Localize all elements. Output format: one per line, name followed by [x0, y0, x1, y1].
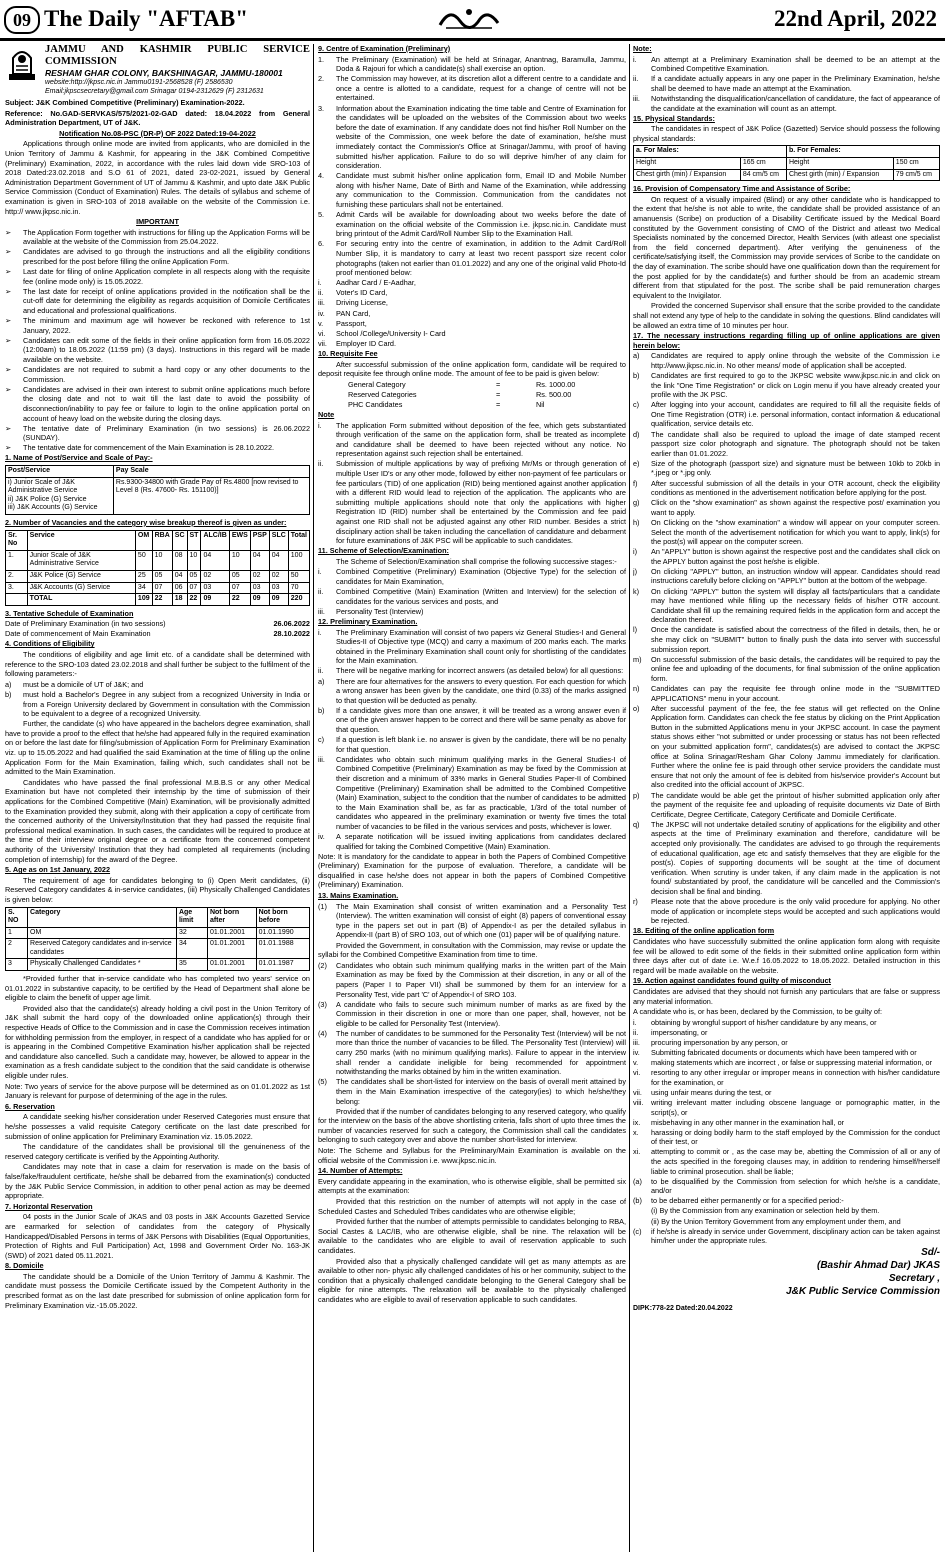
section-10-heading: 10. Requisite Fee — [318, 348, 378, 358]
column-3 — [633, 44, 940, 1552]
list-item: b) must hold a Bachelor's Degree in any subject from a recognized University in India or from a Foreign University declared by Government in consultation with the Commission to be equivalent to a degree of a recognized University. — [5, 689, 310, 719]
list-item: ➢ Last date for filing of online Application complete in all respects along with the requisite fee (online mode only) is 15.05.2022. — [5, 267, 310, 286]
section-11-heading: 11. Scheme of Selection/Examination: — [318, 546, 449, 556]
notification-title: Notification No.08-PSC (DR-P) OF 2022 Dated:19-04-2022 — [59, 128, 256, 138]
list-item: iii. Personality Test (Interview) — [318, 606, 424, 616]
list-item: c) After logging into your account, candidates are required to fill all the requisite fields of One Time Registration (OTR) i.e. personal information, contact information & educational qualification, service details etc. — [633, 400, 940, 429]
signatory-title: Secretary , — [888, 1273, 940, 1285]
list-item: p) The candidate would be able get the printout of his/her submitted application only after the payment of the requisite fee and uploading of requisite documents viz Date of Birth Certificate, Degree Certificate, Category Certificate and Domicile Certificate. — [633, 790, 940, 819]
list-item: iv. Submitting fabricated documents or documents which have been tampered with or — [633, 1047, 917, 1057]
section-15-heading: 15. Physical Standards: — [633, 113, 715, 123]
list-item: ➢ Candidates can edit some of the fields in their online application form from 16.05.2022 (12:00am) to 18.05.2022 (11:59 pm) (3 days). Instructions in this regard will be made available on the website. — [5, 335, 310, 364]
list-item: ➢ Candidates are advised to go through the instructions and all the eligibility conditions prescribed for the post before filling the online Application Form. — [5, 247, 310, 266]
list-item: c) If a question is left blank i.e. no answer is given by the candidate, there will be no penalty for that question. — [318, 735, 626, 754]
issue-date: 22nd April, 2022 — [774, 6, 937, 31]
list-item: ➢ Candidates are not required to submit a hard copy or any other documents to the Commission. — [5, 365, 310, 384]
list-item: v. Passport, — [318, 318, 367, 328]
list-item: (3) A candidate who fails to secure such minimum number of marks as are fixed by the Commission in their discretion in one or more than one paper, shall, however, not be eligible to be called for Personality Test (Interview). — [318, 999, 626, 1028]
list-item: e) Size of the photograph (passport size) and signature must be between 10kb to 20kb in *.jpeg or *.jpg only. — [633, 458, 940, 478]
paragraph: On request of a visually impaired (Blind) or any other candidate who is handicapped to the extent that he/she is not able to write, the candidate shall be provided assistance of an amanuensis (Scribe) on production of a Disability Certificate issued by the Medical Board constituted by the Government consisting of CMO of the District and atleast two Medical Specialists nominated by the concerned Director, Health Services (with atleast one specialist from the field concerned department). After verifying the genuineness of the certificate/satisfying itself, the Commission may provide services of Scribe to the candidate on the day of examination. The scribe should have one qualification down than the requirement for the post applied for by the candidate(s) and further should be from an academic stream different from that stipulated for the post. The scribe shall be paid remuneration charges equivalent to the Invigilator. — [633, 194, 940, 300]
list-item: 4. Candidate must submit his/her online application form, Email ID and Mobile Number along with his/her Name, Date of Birth and Name of the Examination, while addressing any communication to the Commission. Communication from the candidates not furnishing these particulars shall not be entertained. — [318, 171, 626, 209]
list-item: ii. Submission of multiple applications by way of prefixing Mr/Ms or through generation of multiple User ID's or any other mode, followed by either non-payment of fee particulars or fee particulars (TID) of one application (RID) being mentioned against another application with a different RID would lead to rejection of the application. The applicants who are submitting multiple applications should note that only the applications with higher Registration ID (RID) number shall be entertained by the Commission and fee paid against one RID shall not be adjusted against any other RID number. Besides a strict disciplinary action shall be taken including the cancellation of candidature and debarment for future examinations of J&K PSC will be applicable to such candidates. — [318, 459, 626, 546]
list-item: i. obtaining by wrongful support of his/her candidature by any means, or — [633, 1017, 877, 1027]
list-item: ➢ The Application Form together with instructions for filling up the Application Forms will be available at the website of the Commission from 25.04.2022. — [5, 227, 310, 247]
section-8-heading: 8. Domicile — [5, 1261, 44, 1271]
list-item: l) Once the candidate is satisfied about the correctness of the filled in details, then, he or she may click on "SUBMIT" button to finally push the data into server with successful submission report. — [633, 625, 940, 654]
list-item: ii. Voter's ID Card, — [318, 288, 388, 298]
list-item: i. The application Form submitted without deposition of the fee, which gets substantiated through verification of the same on the application form, shall be treated as incomplete and candidature shall be deemed to have been rejected without any notice. No representation against such rejection shall be entertained. — [318, 420, 626, 459]
list-item: iii. Notwithstanding the disqualification/cancellation of candidature, the fact of appearance of the candidate at the examination will count as an attempt. — [633, 93, 940, 113]
section-19-heading: 19. Action against candidates found guilty of misconduct — [633, 976, 831, 986]
table-row: 1. Junior Scale of J&K Administrative Service 50 10 08 10 04 10 04 04 100 — [6, 550, 310, 570]
paragraph: The requirement of age for candidates belonging to (i) Open Merit candidates, (ii) Reserved Category candidates & in-service candidates, (iii) Physically Challenged Candidates is given below: — [5, 875, 310, 904]
list-item: h) On Clicking on the "show examination" a window will appear on your computer screen. Select the month of the advertisement notification for which you want to apply, link(s) for the post(s) will appear on the computer screen. — [633, 517, 940, 547]
newspaper-header — [0, 0, 945, 36]
note: Note: It is mandatory for the candidate to appear in both the Papers of Combined Competitive (Preliminary) Examination for the purpose of evaluation. Therefore, a candidate will be disqualified in case he/she does not appear in both the papers of Combined Competitive (Preliminary) Examination. — [318, 851, 626, 890]
newspaper-name: The Daily "AFTAB" — [44, 6, 249, 31]
schedule-row: Date of commencement of Main Examination 28.10.2022 — [5, 629, 310, 639]
pay-scale-table — [5, 465, 310, 515]
paragraph: Provided further that the number of attempts permissible to candidates belonging to RBA, Social Castes & LAC/IB, who are otherwise eligible, shall be nine. The relaxation will be available to the candidates who are eligible to avail of reservation applicable to such candidates. — [318, 1217, 626, 1255]
table-header: Post/Service — [6, 465, 114, 477]
table-row: 2. J&K Police (G) Service 25 05 04 05 02 05 02 02 50 — [6, 570, 310, 582]
paragraph: The Scheme of Selection/Examination shall comprise the following successive stages:- — [336, 556, 617, 566]
section-6-heading: 6. Reservation — [5, 1101, 55, 1111]
signatory-org: J&K Public Service Commission — [786, 1286, 940, 1298]
paragraph: A candidate who is, or has been, declared by the Commission, to be guilty of: — [633, 1007, 883, 1017]
list-item: ii. If a candidate actually appears in any one paper in the Preliminary Examination, he/she shall be deemed to have made an attempt at the Examination. — [633, 74, 940, 93]
paragraph: The candidate should be a Domicile of the Union Territory of Jammu & Kashmir. The candidate must possess the Domicile Certificate issued by the Competent Authority in the prescribed format as on the last date prescribed for submission of online application form for Preliminary Examination viz.-15.05.2022. — [5, 1271, 310, 1310]
list-item: j) On clicking "APPLY" button, an instruction window will appear. Candidates should read instructions carefully before clicking on "APPLY" button at the bottom of the webpage. — [633, 566, 940, 586]
list-item: ➢ The tentative date for commencement of the Main Examination is 28.10.2022. — [5, 443, 275, 453]
list-item: iv. A separate notification will be issued inviting applications from candidates declared qualified for taking the Combined Competitive (Main) Examination. — [318, 832, 626, 851]
list-item: iii. procuring impersonation by any person, or — [633, 1037, 788, 1047]
column-2 — [318, 44, 626, 1552]
table-row: 3. J&K Accounts (G) Service 34 07 06 07 03 07 03 03 70 — [6, 582, 310, 594]
list-item: f) After successful submission of all the details in your OTR account, check the eligibility conditions as mentioned in the advertisement notification before applying for the post. — [633, 478, 940, 498]
paragraph: Provided the Government, in consultation with the Commission, may revise or update the syllabi for the Combined Competitive Examination from time to time. — [318, 940, 626, 960]
org-address: RESHAM GHAR COLONY, BAKSHINAGAR, JAMMU-180001 — [45, 68, 283, 78]
table-row: TOTAL 109 22 18 22 09 22 09 09 220 — [6, 594, 310, 606]
section-4-heading: 4. Conditions of Eligibility — [5, 639, 95, 649]
paragraph: The conditions of eligibility and age limit etc. of a candidate shall be determined with reference to the SRO-103 dated 23.02.2018 and shall further be subject to the fulfilment of the following parameters:- — [5, 650, 310, 679]
list-item: v. making statements which are incorrect , or false or suppressing material information, or — [633, 1058, 933, 1068]
list-item: g) Click on the "show examination" as shown against the respective post/ examination you want to apply. — [633, 498, 940, 517]
list-item: b) If a candidate gives more than one answer, it will be treated as a wrong answer even if one of the given answer happen to be correct and there will be same penalty as above for that question. — [318, 705, 626, 734]
signatory-name: (Bashir Ahmad Dar) JKAS — [817, 1260, 940, 1272]
list-item: i. The Preliminary Examination will consist of two papers viz General Studies-I and General Studies-II of Objective type (MCQ) and carry a maximum of 200 marks each. The marks obtained in the Preliminary Examination shall count only for shortlisting of the candidates for the Main examination. — [318, 627, 626, 666]
list-item: i. Aadhar Card / E-Aadhar, — [318, 278, 416, 288]
list-item: a) must be a domicile of UT of J&K; and — [5, 679, 144, 689]
list-item: 5. Admit Cards will be available for downloading about two weeks before the date of examination on the official website of the Commission i.e. jkpsc.nic.in. Candidate must bring printout of the Admit Card/Roll Number Slip to the Examination Hall. — [318, 210, 626, 239]
paragraph: Provided that if the number of candidates belonging to any reserved category, who qualify for the interview on the basis of the above shortlisting criteria, falls short of upto three times the number of vacancies reserved for such a category, the Commission shall call the candidates belonging to such category over and above the number short-listed for interview. — [318, 1106, 626, 1145]
note-title: Note — [318, 409, 335, 419]
table-row: Chest girth (min) / Expansion 84 cm/5 cm Chest girth (min) / Expansion 79 cm/5 cm — [634, 169, 940, 181]
section-3-heading: 3. Tentative Schedule of Examination — [5, 608, 134, 618]
org-website: website:http://jkpsc.nic.in Jammu0191-2568528 (F) 2586530 — [45, 79, 233, 86]
list-item: i) An "APPLY" button is shown against the respective post and the candidates shall click on the APPLY button against the post he/she is eligible. — [633, 547, 940, 566]
section-17-heading: 17. The necessary instructions regarding filling up of online applications are given herein below: — [633, 331, 940, 350]
list-item: xi. attempting to commit or , as the case may be, abetting the Commission of all or any of the acts specified in the foregoing clauses may, in addition to rendering himself/herself liable to criminal prosecution. shall be liable; — [633, 1147, 940, 1176]
section-14-heading: 14. Number of Attempts: — [318, 1166, 403, 1176]
paragraph: Provided that this restriction on the number of attempts will not apply in the case of Scheduled Castes and Scheduled Tribes candidates who are otherwise eligible; — [318, 1196, 626, 1216]
list-item: iv. PAN Card, — [318, 308, 371, 318]
list-item: o) After successful payment of the fee, the fee status will get reflected on the Online Application form. Candidates can check the fee status by clicking on the Print Application Button in the submitted Applications menu in your JKPSC account. In case the payment status shows either "not submitted or under processing or status has not been reflected on your submitted application form", candidates(s) are advised to contact the JKPSC office at Solina Srinagar/Resham Ghar Colony Jammu immediately for clarification. Further where the online fee is paid through other service providers the candidate must ensure that not only the amount of fee is debited from his/service provider's Account but also credited into the official account of JKPSC. — [633, 703, 940, 790]
list-item: a) There are four alternatives for the answers to every question. For each question for which a wrong answer has been given by the candidate, one third (0.33) of the marks assigned to that question will be deducted as penalty. — [318, 676, 626, 705]
list-item: viii. writing irrelevant matter including obscene language or pornographic matter, in the script(s), or — [633, 1097, 940, 1117]
column-divider — [313, 44, 314, 1552]
list-item: x. harassing or doing bodily harm to the staff employed by the Commission for the conduct of their test, or — [633, 1127, 940, 1147]
list-item: (5) The candidates shall be short-listed for interview on the basis of overall merit attained by them in the Main Examination irrespective of the category(ies) to which he/she/they belong: — [318, 1077, 626, 1106]
table-row: 3 Physically Challenged Candidates * 35 01.01.2001 01.01.1987 — [6, 959, 310, 971]
note: Note: The Scheme and Syllabus for the Preliminary/Main Examination is available on the official website of the Commission i.e. www.jkpsc.nic.in. — [318, 1146, 626, 1165]
fee-row: General Category = Rs. 1000.00 — [348, 379, 576, 389]
subject-line: Subject: J&K Combined Competitive (Preliminary) Examination-2022. — [5, 98, 245, 107]
list-item: vi. resorting to any other irregular or improper means in connection with his/her candidature for the examination, or — [633, 1068, 940, 1087]
page-number-badge: 09 — [4, 6, 40, 34]
paragraph: 04 posts in the Junior Scale of JKAS and 03 posts in J&K Accounts Gazetted Service are earmarked for selection of candidates from the category of Physically Handicapped/Disabled Persons in terms of J&K Persons with Disabilities (Equal Opportunities, Protection of Rights and Full Participation) Act, 1998 and Government Order No. 163-JK (SWD) of 2021 dated 05.11.2021. — [5, 1212, 310, 1260]
note: Note: Two years of service for the above purpose will be determined as on 01.01.2022 as 1st January is relevant for purpose of determining of the age in the rules. — [5, 1081, 310, 1101]
list-item: vii. Employer ID Card. — [318, 338, 397, 348]
important-list — [5, 228, 310, 453]
age-table: S. NO Category Age limit Not born after Not born before 1 OM 32 01.01.2001 01.01.1990 2 Reserved Category candidates and in-service candidates 34 01.01.2001 01.01.1988 3 Physically Challenged Candidates * 35 01.01.2001 01.01.1987 — [5, 907, 310, 972]
list-item: (1) The Main Examination shall consist of written examination and a Personality Test (Interview). The written examination will consist of eight (8) papers of conventional essay type in the papers set out in part (B) of Appendix-I as per the detailed syllabus in Appendix-II (part B) of SRO 103, out of which one (01) paper will be of qualifying nature. — [318, 901, 626, 940]
list-item: 2. The Commission may however, at its discretion allot a different centre to a candidate and once a centre is allotted to a candidate, request for a change of centre will not be entertained. — [318, 74, 626, 103]
paragraph: After successful submission of the online application form, candidate will be required to deposit requisite fee through online mode. The amount of fee to be paid is given below: — [318, 359, 626, 379]
list-item: i. An attempt at a Preliminary Examination shall be deemed to be an attempt at the Combined Competitive Examination. — [633, 54, 940, 74]
list-item: vi. School /College/University I- Card — [318, 328, 446, 338]
table-row: i) Junior Scale of J&K Administrative Service ii) J&K Police (G) Service iii) J&K Accounts (G) Service Rs.9300-34800 with Grade Pay of Rs.4800 [now revised to Level 8 (Rs. 47600- Rs. 151100)] — [6, 477, 310, 514]
list-item: (2) Candidates who obtain such minimum qualifying marks in the written part of the Main Examination as may be fixed by the Commission at their discretion, in any or all of the papers (Paper I to Paper VII) shall be summoned by them for an interview for a Personality Test, vide part 'C' of Appendix-I of SRO 103. — [318, 960, 626, 999]
list-item: (a) to be disqualified by the Commission from selection for which he/she is a candidate, and/or — [633, 1176, 940, 1196]
list-item: ii. There will be negative marking for incorrect answers (as detailed below) for all questions: — [318, 666, 624, 676]
section-7-heading: 7. Horizontal Reservation — [5, 1201, 93, 1211]
list-item: (4) The number of candidates to be summoned for the Personality Test (Interview) will be not more than thrice the number of vacancies to be filled. The Personality Test (Interview) will carry 250 marks (with no minimum qualifying marks). Failure to appear in the interview shall render a candidate ineligible for being recommended for appointment notwithstanding the marks obtained by him in the written examination. — [318, 1028, 626, 1077]
fee-row: Reserved Categories = Rs. 500.00 — [348, 389, 572, 399]
paragraph: Provided also that a physically challenged candidate will get as many attempts as are available to other non- physic ally challenged candidates of his or her community, subject to the condition that a physically challenged candidate belonging to the General Category shall be eligible for nine attempts. The relaxation will be available to the physically challenged candidates who are eligible to avail of reservation applicable to such candidates. — [318, 1256, 626, 1304]
list-item: 3. Information about the Examination indicating the time table and Centre of Examination for the candidates will be uploaded on the websites of the Commission about two weeks before the date of examination. If any candidate does not find his/her Roll Number on the website of the Commission, one week before the date of examination, he/she must immediately contact the Commission's Office at Srinagar/Jammu, with proof of having submitted his/her application. Failure to do so will deprive him/her of any claim for consideration. — [318, 103, 626, 171]
org-email: Email:jkpscsecretary@gmail.com Srinagar 0194-2312629 (F) 2312631 — [45, 88, 264, 95]
list-item: a) Candidates are required to apply online through the website of the Commission i.e http://www.jkpsc.nic.in. No other means/ mode of application shall be accepted. — [633, 351, 940, 370]
list-item: ➢ The last date for receipt of online applications provided in the notification shall be the cut-off date for determining the eligibility as regards acquisition of Domicile Certificates and educational and professional qualifications. — [5, 286, 310, 315]
intro-paragraph: Applications through online mode are invited from applicants, who are domiciled in the Union Territory of Jammu & Kashmir, for appearing in the J&K Combined Competitive (Preliminary) Examination, 2022, in accordance with the rules laid down vide SRO-103 of 2018 Dated:23.02.2018 and S.O 61 of 2021, dated 23-02-2021, issued by General Administration Department Government of UT of Jammu & Kashmir, and upto date J&K Public Service Commission (Conduct of Examination) Rules. The details of syllabus and scheme of examination is given in SRO-103 of 2018 available on the website of the Commission i.e. http:// www.jkpsc.nic.in. — [5, 139, 310, 216]
table-row: 2 Reserved Category candidates and in-service candidates 34 01.01.2001 01.01.1988 — [6, 939, 310, 959]
table-header: Pay Scale — [113, 465, 309, 477]
section-2-heading: 2. Number of Vacancies and the category wise breakup thereof is given as under: — [5, 517, 287, 527]
list-item: ii. Combined Competitive (Main) Examination (Written and Interview) for the selection of candidates for the various services and posts, and — [318, 587, 626, 606]
list-item: 6. For securing entry into the centre of examination, in addition to the Admit Card/Roll Number Slip, it is mandatory to carry at least two recent passport size recent color photographs (taken not earlier than 01.01.2022) and any one of the original valid Photo-Id proof mentioned below: — [318, 239, 626, 278]
fee-list — [318, 380, 626, 410]
list-item: k) On clicking "APPLY" button the system will display all facts/particulars that a candidate may have mentioned while filling up the necessary fields of his/her OTR account. Candidate shall fill up the remaining required fields in the application form and accept the declaration thereof. — [633, 586, 940, 625]
list-item: ix. misbehaving in any other manner in the examination hall, or — [633, 1117, 845, 1127]
section-16-heading: 16. Provision of Compensatory Time and Assistance of Scribe: — [633, 184, 851, 194]
list-item: (ii) By the Union Territory Government from any employment under them, and — [651, 1216, 901, 1226]
section-9-heading: 9. Centre of Examination (Preliminary) — [318, 44, 451, 53]
paragraph: Candidates who have successfully submitted the online application form along with requisite fee will be allowed to edit some of the fields in their submitted online application form within three days after cut of date i.e. W.e.f 16.05.2022 to 18.05.2022. Detailed instruction in this regard will be made available on the website. — [633, 936, 940, 975]
table-row: 1 OM 32 01.01.2001 01.01.1990 — [6, 927, 310, 939]
paragraph: Provided also that the candidate(s) already holding a civil post in the Union Territory of J&K shall submit the hard copy of the downloaded online application(s) through their respective Heads of Office to the Commission and in case the Commission receives intimation for withholding permission from the employer, in respect of a candidate who has applied for or is appearing in the Combined Competitive Examination his/her application shall be rejected and candidature also cancelled. Such a candidate may, however, be allowed to appear in the examination as a fresh candidate subject to the condition that the said candidate is otherwise eligible under rules. — [5, 1003, 310, 1080]
list-item: b) Candidates are first required to go to the JKPSC website www.jkpsc.nic.in and click on the link "One Time Registration" or click on Login menu if you have already created your profile with the JK PSC. — [633, 371, 940, 400]
org-header — [5, 44, 310, 96]
list-item: d) The candidate shall also be required to upload the image of date stamped recent passport size color photograph and signature. The photograph should not be taken earlier than 01.01.2022. — [633, 429, 940, 458]
signature-block — [633, 1246, 940, 1298]
signature-sd: Sd/- — [921, 1247, 940, 1259]
fee-row: PHC Candidates = Nil — [348, 399, 545, 409]
list-item: (b) to be debarred either permanently or for a specified period:- — [633, 1196, 844, 1206]
important-heading: IMPORTANT — [136, 217, 179, 227]
list-item: (c) if he/she is already in service under Government, disciplinary action can be taken against him/her under the appropriate rules. — [633, 1226, 940, 1246]
paragraph: Every candidate appearing in the examination, who is otherwise eligible, shall be permitted six attempts at the examination: — [318, 1176, 626, 1196]
section-12-heading: 12. Preliminary Examination. — [318, 616, 418, 626]
paragraph: The candidature of the candidates shall be provisional till the genuineness of the reserved category certificate is verified by the Appointing Authority. — [5, 1142, 310, 1161]
org-name: JAMMU AND KASHMIR PUBLIC SERVICE COMMISSION — [45, 44, 310, 67]
list-item: vii. using unfair means during the test, or — [633, 1087, 772, 1097]
paragraph: The candidates in respect of J&K Police (Gazetted) Service should possess the following physical standards: — [633, 124, 940, 143]
table-row: Height 165 cm Height 150 cm — [634, 158, 940, 170]
list-item: r) Please note that the above procedure is the only valid procedure for applying. No other mode of application or incomplete steps would be accepted and such applications would be rejected. — [633, 897, 940, 926]
list-item: iii. Candidates who obtain such minimum qualifying marks in the General Studies-I of Combined Competitive (Preliminary) Examination as may be fixed by the Commission at their discretion and a minimum of 33% marks in General Studies Paper-II of Combined Competitive (Preliminary) Examination shall be admitted to the Combined Competitive (Main) Examination, subject to the condition that the number of candidates to be admitted to the Main Examination shall be, as far as practicable, 1/3rd of the total number of candidates who appeared in the preliminary examination or twenty five times the total number of vacancies to be filled in the various services and posts, whichever is lower. — [318, 754, 626, 831]
masthead-logo-icon — [436, 3, 502, 31]
list-item: iii. Driving License, — [318, 298, 388, 308]
paragraph: Candidates are advised that they should not furnish any particulars that are false or suppress any material information. — [633, 986, 940, 1006]
paragraph: Candidates who have passed the final professional M.B.B.S or any other Medical Examination but have not completed their internship by the time of submission of their applications for the Combined Competitive (Main) Examination, will be provisionally admitted to the Examination provided they submit, along with their application a copy of certificate from the concerned authority of the University/Institution that they had passed the requisite final professional medical examination. In such cases, the candidates will be required to produce at the time of their interview original degree or a certificate from the concerned competent authority of the University/ Institution that they had completed all requirements (including completion of internship) for the award of the Degree. — [5, 777, 310, 864]
physical-standards-table: a. For Males: b. For Females: Height 165 cm Height 150 cm Chest girth (min) / Expansion 84 cm/5 cm Chest girth (min) / Expansion 79 cm/5 cm — [633, 145, 940, 181]
vacancy-table: Sr. No Service OM RBA SC ST ALC/IB EWS PSP SLC Total 1. Junior Scale of J&K Administrative Service 50 10 08 10 04 10 04 04 100 2. J&K Police (G) Service 25 05 04 05 02 05 02 02 50 3. J&K Accounts (G) Service 34 07 06 07 03 07 03 03 70 TOTAL 109 22 18 22 09 22 09 09 220 — [5, 530, 310, 606]
header-rule — [0, 38, 945, 41]
dipk-reference: DIPK:778-22 Dated:20.04.2022 — [633, 1305, 733, 1313]
paragraph: Provided the concerned Supervisor shall ensure that the scribe provided to the candidate shall not extend any type of help to the candidate in solving the questions. Blind candidates will be allowed an extra time of 10 minutes per hour. — [633, 301, 940, 330]
section-18-heading: 18. Editing of the online application form — [633, 926, 775, 936]
list-item: m) On successful submission of the basic details, the candidates will be required to pay the online fee and uploading of the documents, for final submission of the online application form. — [633, 654, 940, 683]
paragraph: Further, the candidate (s) who have appeared in the bachelors degree examination, shall have to provide a proof to the effect that he/she had appeared fully in the required examination on or before the last date for filing/submission of Application Form for Preliminary Examination viz. up to 15.05.2022 and had qualified the said Examination at the time of filling up the online Application Form for the Main Examination, failing which, such candidates shall not be admitted to the Main Examination. — [5, 719, 310, 777]
column-1 — [5, 44, 310, 1552]
list-item: (i) By the Commission from any examination or selection held by them. — [651, 1206, 880, 1216]
list-item: n) Candidates can pay the requisite fee through online mode in the "SUBMITTED APPLICATIONS" menu in your account. — [633, 684, 940, 703]
paragraph: *Provided further that in-service candidate who has completed two years' service on 01.01.2022 in substantive capacity, to be certified by the Head of Department shall alone be eligible to claim the benefit of upper age limit. — [5, 974, 310, 1003]
note-title: Note: — [633, 44, 652, 53]
list-item: 1. The Preliminary (Examination) will be held at Srinagar, Anantnag, Baramulla, Jammu, Doda & Rajouri for which a candidate(s) shall exercise an option. — [318, 54, 626, 74]
emblem-icon — [5, 44, 39, 84]
reference-line: Reference: No.GAD-SERVKAS/575/2021-02-GAD dated: 18.04.2022 from General Administration Department, UT of J&K. — [5, 108, 310, 128]
section-13-heading: 13. Mains Examination. — [318, 891, 399, 901]
list-item: ➢ The tentative date of Preliminary Examination (in two sessions) is 26.06.2022 (SUNDAY). — [5, 423, 310, 443]
list-item: ➢ The minimum and maximum age will however be reckoned with reference to 1st January, 2022. — [5, 316, 310, 335]
column-divider — [629, 44, 630, 1552]
section-5-heading: 5. Age as on 1st January, 2022 — [5, 865, 111, 875]
section-1-heading: 1. Name of Post/Service and Scale of Pay:- — [5, 453, 153, 463]
list-item: ii. impersonating, or — [633, 1027, 708, 1037]
list-item: q) The JKPSC will not undertake detailed scrutiny of applications for the eligibility and other aspects at the time of Preliminary examination and therefore, candidature will be accepted only provisionally. The candidates are advised to go through the requirements of educational qualification, age etc and satisfy themselves that they are eligible for the post(s). Copies of supporting documents will be sought at the time of document verification. When scrutiny is under taken, if any claim made in the application is not found/ substantiated by proof, the candidature will be cancelled and the Commission's decision shall be final and binding. — [633, 819, 940, 896]
list-item: ➢ Candidates are advised in their own interest to submit online applications much before the closing date and not to wait till the last date to avoid the possibility of disconnection/inability to pay fee or failure to login to the online application portal on account of heavy load on the website during the closing days. — [5, 384, 310, 423]
paragraph: Candidates may note that in case a claim for reservation is made on the basis of false/fake/fraudulent certificate, he/she shall be debarred from the examination(s) conducted by the J&K Public Service Commission, in addition to other penal action as may be deemed appropriate. — [5, 1162, 310, 1201]
schedule-row: Date of Preliminary Examination (in two sessions) 26.06.2022 — [5, 619, 310, 629]
list-item: i. Combined Competitive (Preliminary) Examination (Objective Type) for the selection of candidates for Main Examination, — [318, 567, 626, 587]
paragraph: A candidate seeking his/her consideration under Reserved Categories must ensure that he/she possesses a valid requisite Category certificate on the last date prescribed for submission of online application for Preliminary Examination viz. 15.05.2022. — [5, 1112, 310, 1141]
